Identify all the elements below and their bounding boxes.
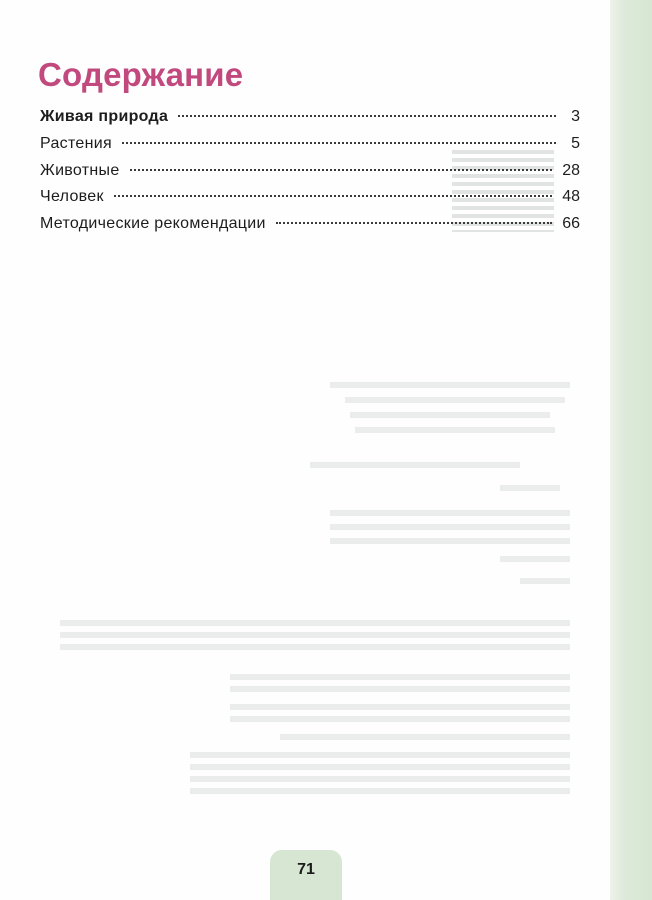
toc-entry-page: 5 <box>571 134 580 152</box>
bleed-through-line <box>330 510 570 516</box>
toc-entry-page: 3 <box>571 108 580 125</box>
table-of-contents <box>40 108 580 242</box>
bleed-through-line <box>190 776 570 782</box>
toc-leader-dots <box>276 222 552 224</box>
toc-leader-dots <box>122 142 556 144</box>
bleed-through-line <box>355 427 555 433</box>
bleed-through-line <box>280 734 570 740</box>
bleed-through-line <box>520 578 570 584</box>
bleed-through-line <box>350 412 550 418</box>
toc-entry-page: 28 <box>562 161 580 179</box>
bleed-through-line <box>230 716 570 722</box>
bleed-through-line <box>330 538 570 544</box>
bleed-through-line <box>190 752 570 758</box>
toc-entry-page: 66 <box>562 215 580 233</box>
bleed-through-line <box>330 382 570 388</box>
bleed-through-line <box>190 764 570 770</box>
bleed-through-line <box>330 524 570 530</box>
bleed-through-line <box>230 686 570 692</box>
toc-entry-label: Живая природа <box>40 108 169 125</box>
bleed-through-line <box>500 485 560 491</box>
bleed-through-line <box>60 632 570 638</box>
toc-entry-label: Человек <box>40 188 104 206</box>
bleed-through-line <box>310 462 520 468</box>
toc-entry[interactable] <box>40 188 580 215</box>
toc-entry-label: Растения <box>40 134 112 152</box>
toc-entry-label: Животные <box>40 161 120 179</box>
toc-entry[interactable] <box>40 135 580 162</box>
toc-entry-label: Методические рекомендации <box>40 215 266 233</box>
toc-entry[interactable] <box>40 162 580 189</box>
toc-entry-page: 48 <box>562 188 580 206</box>
toc-leader-dots <box>130 169 553 171</box>
bleed-through-line <box>230 704 570 710</box>
bleed-through-line <box>60 644 570 650</box>
bleed-through-line <box>190 788 570 794</box>
page-title: Содержание <box>38 56 244 93</box>
page-number-tab <box>270 850 342 900</box>
toc-leader-dots <box>178 115 556 117</box>
bleed-through-line <box>500 556 570 562</box>
toc-entry[interactable] <box>40 108 580 135</box>
adjacent-page-edge <box>610 0 652 900</box>
page-number: 71 <box>297 861 315 878</box>
bleed-through-line <box>345 397 565 403</box>
toc-entry[interactable] <box>40 215 580 242</box>
bleed-through-line <box>60 620 570 626</box>
bleed-through-line <box>230 674 570 680</box>
toc-leader-dots <box>114 195 552 197</box>
